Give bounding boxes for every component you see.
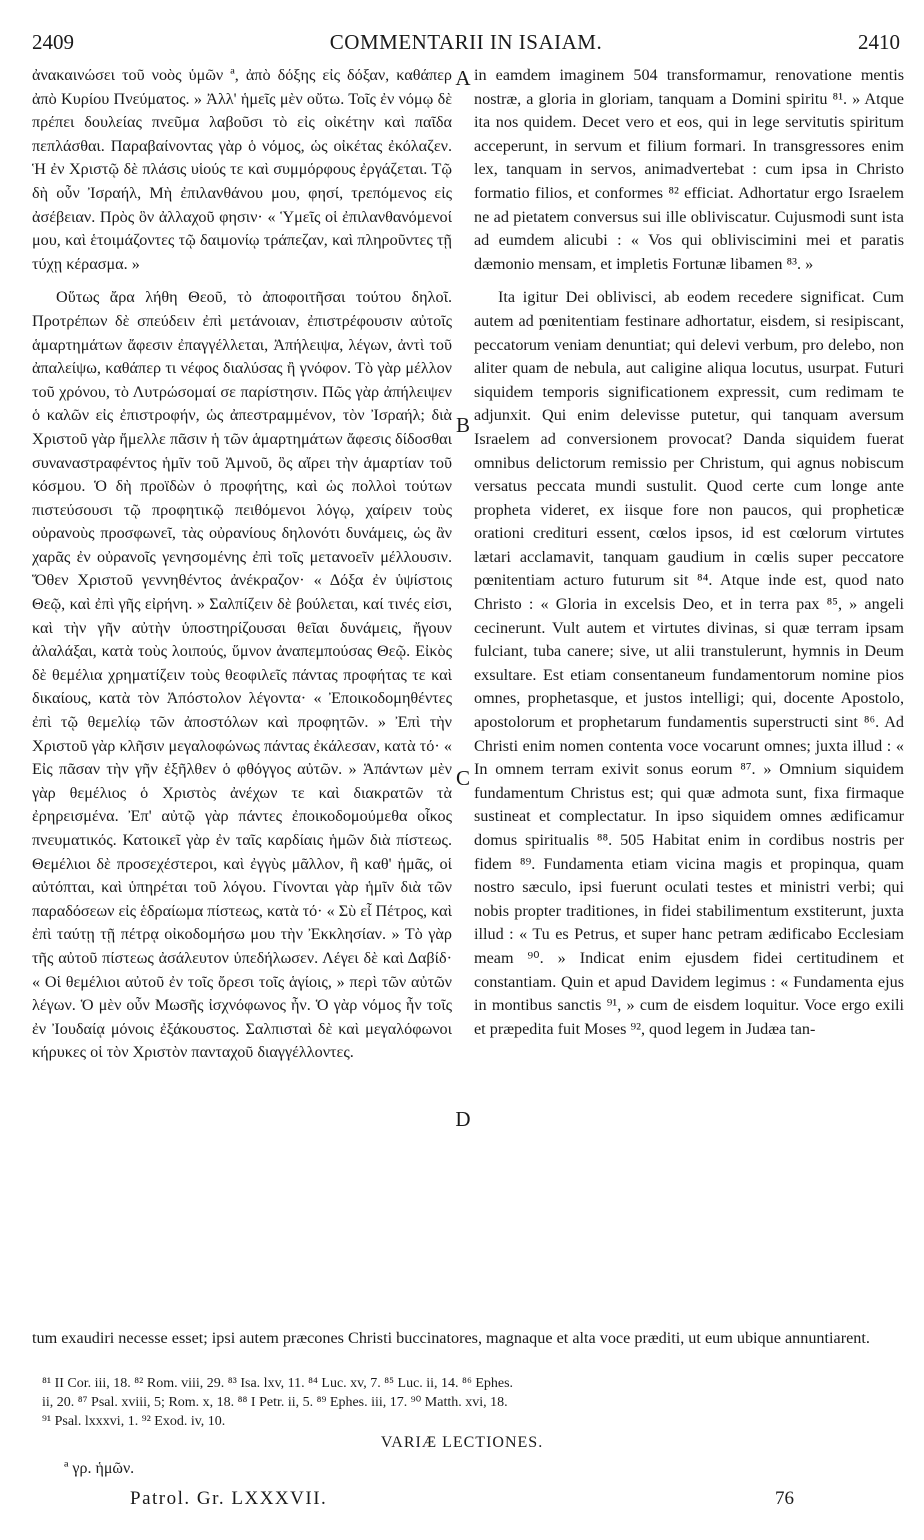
page-number-left: 2409 — [32, 30, 74, 54]
page-number-right: 2410 — [858, 30, 900, 54]
running-header — [32, 30, 900, 64]
footnote-line: ⁸¹ II Cor. iii, 18. ⁸² Rom. viii, 29. ⁸³ Isa. lxv, 11. ⁸⁴ Luc. xv, 7. ⁸⁵ Luc. ii, 14. ⁸⁶ Ephes. — [42, 1376, 514, 1391]
running-title: COMMENTARII IN ISAIAM. — [329, 30, 603, 54]
variae-lectiones-heading: VARIÆ LECTIONES. — [380, 1434, 544, 1451]
latin-paragraph: in eamdem imaginem 504 transformamur, renovatione mentis nostræ, a gloria in gloriam, tanquam a Domini spiritu ⁸¹. » Atque ita nos quidem. Decet vero et eos, qui in lege servitutis spiritum acceperunt, in servum et filium formari. In transgressores enim lex, tanquam in servos, animadvertebat : cum ipsa in Christo formatio filios, et conformes ⁸² efficiat. Adhortatur ergo Israelem ne ad pietatem conversus sui ille obliviscatur. Cujusmodi sunt ista ad eumdem alicubi : « Vos qui obliviscimini mei et paratis dæmonio mensam, et impletis Fortunæ libamen ⁸³. » — [474, 66, 904, 273]
greek-column — [32, 64, 452, 1326]
margin-marker-c: C — [455, 766, 470, 790]
variant-reading: ª γρ. ἡμῶν. — [64, 1460, 135, 1477]
full-width-continuation: tum exaudiri necesse esset; ipsi autem præcones Christi buccinatores, magnaque et alta voce præditi, ut eum ubique annuntiarent. — [32, 1329, 870, 1347]
margin-marker-d: D — [455, 1107, 471, 1131]
greek-paragraph: ἀνακαινώσει τοῦ νοὸς ὑμῶν ª, ἀπὸ δόξης εἰς δόξαν, καθάπερ ἀπὸ Κυρίου Πνεύματος. » Ἀλλ' ἡμεῖς μὲν οὔτω. Τοῖς ἐν νόμῳ δὲ πρέπει δουλείας πνεῦμα λαβοῦσι τὸ εἰς οἰκέτην καὶ παῖδα πεπλάσθαι. Παραβαίνοντας γὰρ ὁ νόμος, ὡς οἰκέτας ἐκόλαζεν. Ἡ ἐν Χριστῷ δὲ πλάσις υἱούς τε καὶ συμμόρφους ἐργάζεται. Τῷ δὴ οὖν Ἰσραήλ, Μὴ ἐπιλανθάνου μου, φησί, τρεπόμενος εἰς ἀσέβειαν. Πρὸς ὃν ἀλλαχοῦ φησιν· « Ὑμεῖς οἱ ἐπιλανθανόμενοί μου, καὶ ἑτοιμάζοντες τῷ δαιμονίῳ τράπεζαν, καὶ πληροῦντες τῇ τύχῃ κέρασμα. » — [32, 66, 452, 273]
latin-column — [474, 64, 904, 1326]
signature-sheet-number: 76 — [775, 1488, 794, 1509]
latin-paragraph: Ita igitur Dei oblivisci, ab eodem recedere significat. Cum autem ad pœnitentiam festinare adhortatur, eisdem, si resipiscant, peccatorum veniam denuntiat; qui delevi verbum, pro delebo, non aliter quam de nebula, aut caligine aliqua locutus, usurpat. Futuri siquidem temporis significationem expressit, cum redimam te adjunxit. Qui enim delevisse putetur, qui tanquam aversum Israelem ad conversionem provocat? Danda siquidem fuerat omnibus delictorum remissio per Christum, qui agnus nobiscum versatus peccata mundi sustulit. Quod certe cum longe ante propheta videret, ex iisque fore non paucos, qui propheticæ orationi crediturі essent, cœlos ipsos, id est cœlorum virtutes lætari acclamavit, tanquam gaudium in cœlis super peccatore pœnitentiam acturo futurum sit ⁸⁴. Atque inde est, quod nato Christo : « Gloria in excelsis Deo, et in terra pax ⁸⁵, » angeli cecinerunt. Vult autem et virtutes divinas, si quæ terram ipsam fulciant, tuba canere; sive, ut alii transtulerunt, hymnis in Deum exsultare. Est etiam consentaneum fundamentorum nomine pios omnes, prophetasque, et justos intelligi; qui, docente Apostolo, apostolorum et prophetarum fundamentis superstructi sint ⁸⁶. Ad Christi enim nomen contenta voce vocarunt omnes; juxta illud : « In omnem terram exivit sonus eorum ⁸⁷. » Omnium siquidem fundamentum Christus est; qui quæ admota sunt, fixa firmaque sustineat et complectatur. In ipso siquidem omnes ædificamur domus spiritualis ⁸⁸. 505 Habitat enim in cordibus nostris per fidem ⁸⁹. Fundamenta etiam vicina magis et propinqua, quam nostro sæculo, ipsi fuerunt oculati testes et ministri verbi; qui nobis propter traditiones, in fidei stabilimentum exstiterunt, juxta illud : « Tu es Petrus, et super hanc petram ædificabo Ecclesiam meam ⁹⁰. » Indicat enim ejusdem fidei certitudinem et constantiam. Quin et apud Davidem legimus : « Fundamenta ejus in montibus sanctis ⁹¹, » cum de eisdem loquitur. Voce ergo exili et præpedita fuit Moses ⁹², quod legem in Judæa tan- — [474, 288, 904, 1038]
footnotes — [42, 1374, 904, 1431]
margin-marker-b: B — [455, 413, 470, 437]
footnote-line: ii, 20. ⁸⁷ Psal. xviii, 5; Rom. x, 18. ⁸⁸ I Petr. ii, 5. ⁸⁹ Ephes. iii, 17. ⁹⁰ Matth. xvi, 18. — [42, 1395, 508, 1410]
greek-paragraph: Οὕτως ἄρα λήθη Θεοῦ, τὸ ἀποφοιτῆσαι τούτου δηλοῖ. Προτρέπων δὲ σπεύδειν ἐπὶ μετάνοιαν, ἐπιστρέφουσιν αὐτοῖς ἁμαρτημάτων ἄφεσιν ἐπαγγέλλεται, Ἀπήλειψα, λέγων, ἀντὶ τοῦ ἀπαλείψω, καθάπερ τι νέφος διαλύσας ἢ γνόφον. Τὸ γὰρ μέλλον τοῦ χρόνου, τὸ Λυτρώσομαί σε παρίστησιν. Πῶς γὰρ ἀπήλειψεν ὁ καλῶν εἰς ἐπιστροφήν, ὡς ἀπεστραμμένον, τὸν Ἰσραήλ; διὰ Χριστοῦ γὰρ ἤμελλε πᾶσιν ἡ τῶν ἁμαρτημάτων ἄφεσις δίδοσθαι συναναστραφέντος ἡμῖν τοῦ Ἀμνοῦ, ὃς αἴρει τὴν ἁμαρτίαν τοῦ κόσμου. Ὁ δὴ προϊδὼν ὁ προφήτης, καὶ ὡς πολλοὶ τούτων πιστεύσουσι τῷ προφητικῷ πειθόμενοι λόγῳ, χαίρειν τοὺς οὐρανοὺς προσφωνεῖ, τὰς οὐρανίους δηλονότι δυνάμεις, ὡς ἂν χαρᾶς ἐν οὐρανοῖς γενησομένης ἐπὶ τοῖς μετανοεῖν μέλλουσιν. Ὅθεν Χριστοῦ γεννηθέντος ἀνέκραζον· « Δόξα ἐν ὑψίστοις Θεῷ, καὶ ἐπὶ γῆς εἰρήνη. » Σαλπίζειν δὲ βούλεται, καί τινές εἰσι, καὶ τὴν γῆν αὐτὴν ὑποστηρίζουσαι θεῖαι δυνάμεις, ἤγουν ἀλαλάξαι, κατὰ τοὺς λοιπούς, ὕμνον ἀναπεμπούσας Θεῷ. Εἰκὸς δὲ θεμέλια χρηματίζειν τοὺς θεοφιλεῖς πάντας προφήτας τε καὶ δικαίους, κατὰ τὸν Ἀπόστολον λέγοντα· « Ἐποικοδομηθέντες ἐπὶ τῷ θεμελίῳ τῶν ἀποστόλων καὶ προφητῶν. » Ἐπὶ τὴν Χριστοῦ γὰρ κλῆσιν μεγαλοφώνως πάντας ἐκάλεσαν, κατὰ τό· « Εἰς πᾶσαν τὴν γῆν ἐξῆλθεν ὁ φθόγγος αὐτῶν. » Ἁπάντων μὲν γὰρ θεμέλιος ὁ Χριστὸς ἀνέχων τε καὶ διακρατῶν τὰ ἐρηρεισμένα. Ἐπ' αὐτῷ γὰρ πάντες ἐποικοδομούμεθα οἶκος πνευματικός. Κατοικεῖ γὰρ ἐν ταῖς καρδίαις ἡμῶν διὰ πίστεως. Θεμέλιοι δὲ προσεχέστεροι, καὶ ἐγγὺς μᾶλλον, ἢ καθ' ἡμᾶς, οἱ αὐτόπται, καὶ ὑπηρέται τοῦ λόγου. Γίνονται γὰρ ἡμῖν διὰ τῶν παραδόσεων εἰς ἑδραίωμα πίστεως, κατὰ τό· « Σὺ εἶ Πέτρος, καὶ ἐπὶ ταύτῃ τῇ πέτρᾳ οἰκοδομήσω μου τὴν Ἐκκλησίαν. » Τὸ γὰρ τῆς αὐτοῦ πίστεως ἀσάλευτον ὑπεδήλωσεν. Λέγει δὲ καὶ Δαβίδ· « Οἱ θεμέλιοι αὐτοῦ ἐν τοῖς ὄρεσι τοῖς ἁγίοις, » περὶ τῶν αὐτῶν λέγων. Ὁ μὲν οὖν Μωσῆς ἰσχνόφωνος ἦν. Ὁ γὰρ νόμος ἦν τοῖς ἐν Ἰουδαίᾳ μόνοις ἐξάκουστος. Σαλπισταὶ δὲ καὶ μεγαλόφωνοι κήρυκες οἱ τὸν Χριστὸν πανταχοῦ διαγγέλλοντες. — [32, 288, 452, 1062]
footnote-line: ⁹¹ Psal. lxxxvi, 1. ⁹² Exod. iv, 10. — [42, 1414, 226, 1429]
signature-patrol: Patrol. Gr. LXXXVII. — [130, 1488, 328, 1509]
margin-marker-a: A — [455, 66, 471, 90]
